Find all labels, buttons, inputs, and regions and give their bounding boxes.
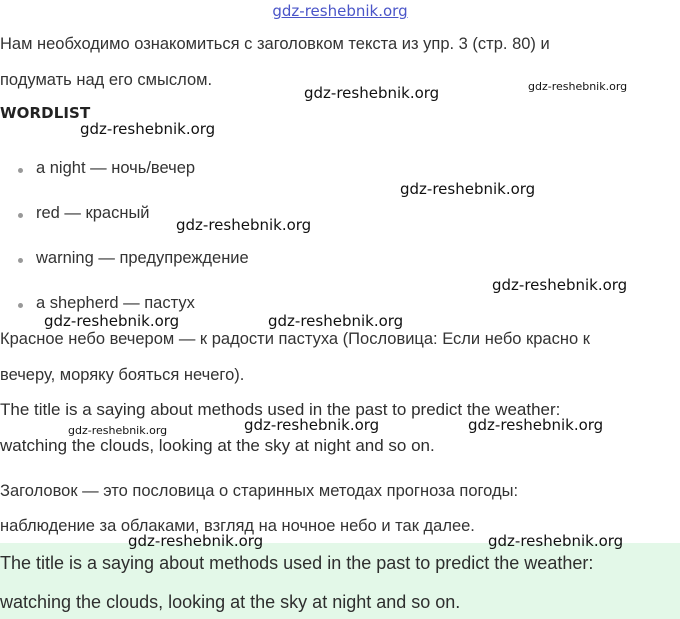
english-paragraph-line-1: The title is a saying about methods used in the past to predict the weather: <box>0 400 561 419</box>
watermark-text: gdz-reshebnik.org <box>488 532 624 550</box>
english-paragraph-line-2: watching the clouds, looking at the sky at night and so on. <box>0 436 435 455</box>
answer-line-1: The title is a saying about methods used in the past to predict the weather: <box>0 553 594 573</box>
wordlist-item-text: a shepherd — пастух <box>36 294 195 312</box>
wordlist-item-text: a night — ночь/вечер <box>36 159 196 177</box>
watermark-text: gdz-reshebnik.org <box>492 276 628 294</box>
watermark-text: gdz-reshebnik.org <box>304 84 440 102</box>
wordlist-item <box>0 204 680 224</box>
intro-line-1: Нам необходимо ознакомиться с заголовком текста из упр. 3 (стр. 80) и <box>0 35 550 53</box>
bullet-icon <box>18 168 23 173</box>
proverb-line-1: Красное небо вечером — к радости пастуха (Пословица: Если небо красно к <box>0 330 590 348</box>
watermark-text: gdz-reshebnik.org <box>244 416 380 434</box>
watermark-text: gdz-reshebnik.org <box>400 180 536 198</box>
russian-paragraph-line-1: Заголовок — это пословица о старинных методах прогноза погоды: <box>0 482 519 500</box>
watermark-text: gdz-reshebnik.org <box>44 312 180 330</box>
watermark-text: gdz-reshebnik.org <box>268 312 404 330</box>
watermark-text: gdz-reshebnik.org <box>80 120 216 138</box>
proverb-line-2: вечеру, моряку бояться нечего). <box>0 366 245 384</box>
watermark-text: gdz-reshebnik.org <box>128 532 264 550</box>
intro-line-2: подумать над его смыслом. <box>0 71 213 89</box>
bullet-icon <box>18 303 23 308</box>
watermark-text: gdz-reshebnik.org <box>468 416 604 434</box>
wordlist-heading: WORDLIST <box>0 104 91 122</box>
wordlist-item-text: warning — предупреждение <box>36 249 249 267</box>
watermark-text: gdz-reshebnik.org <box>68 424 168 437</box>
wordlist-item <box>0 294 680 314</box>
answer-line-2: watching the clouds, looking at the sky at night and so on. <box>0 592 461 612</box>
wordlist-item-text: red — красный <box>36 204 150 222</box>
watermark-text: gdz-reshebnik.org <box>176 216 312 234</box>
bullet-icon <box>18 258 23 263</box>
site-header-link[interactable]: gdz-reshebnik.org <box>272 2 408 20</box>
wordlist-item <box>0 249 680 269</box>
wordlist-item <box>0 159 680 179</box>
watermark-text: gdz-reshebnik.org <box>528 80 628 93</box>
russian-paragraph-line-2: наблюдение за облаками, взгляд на ночное небо и так далее. <box>0 517 475 535</box>
bullet-icon <box>18 213 23 218</box>
